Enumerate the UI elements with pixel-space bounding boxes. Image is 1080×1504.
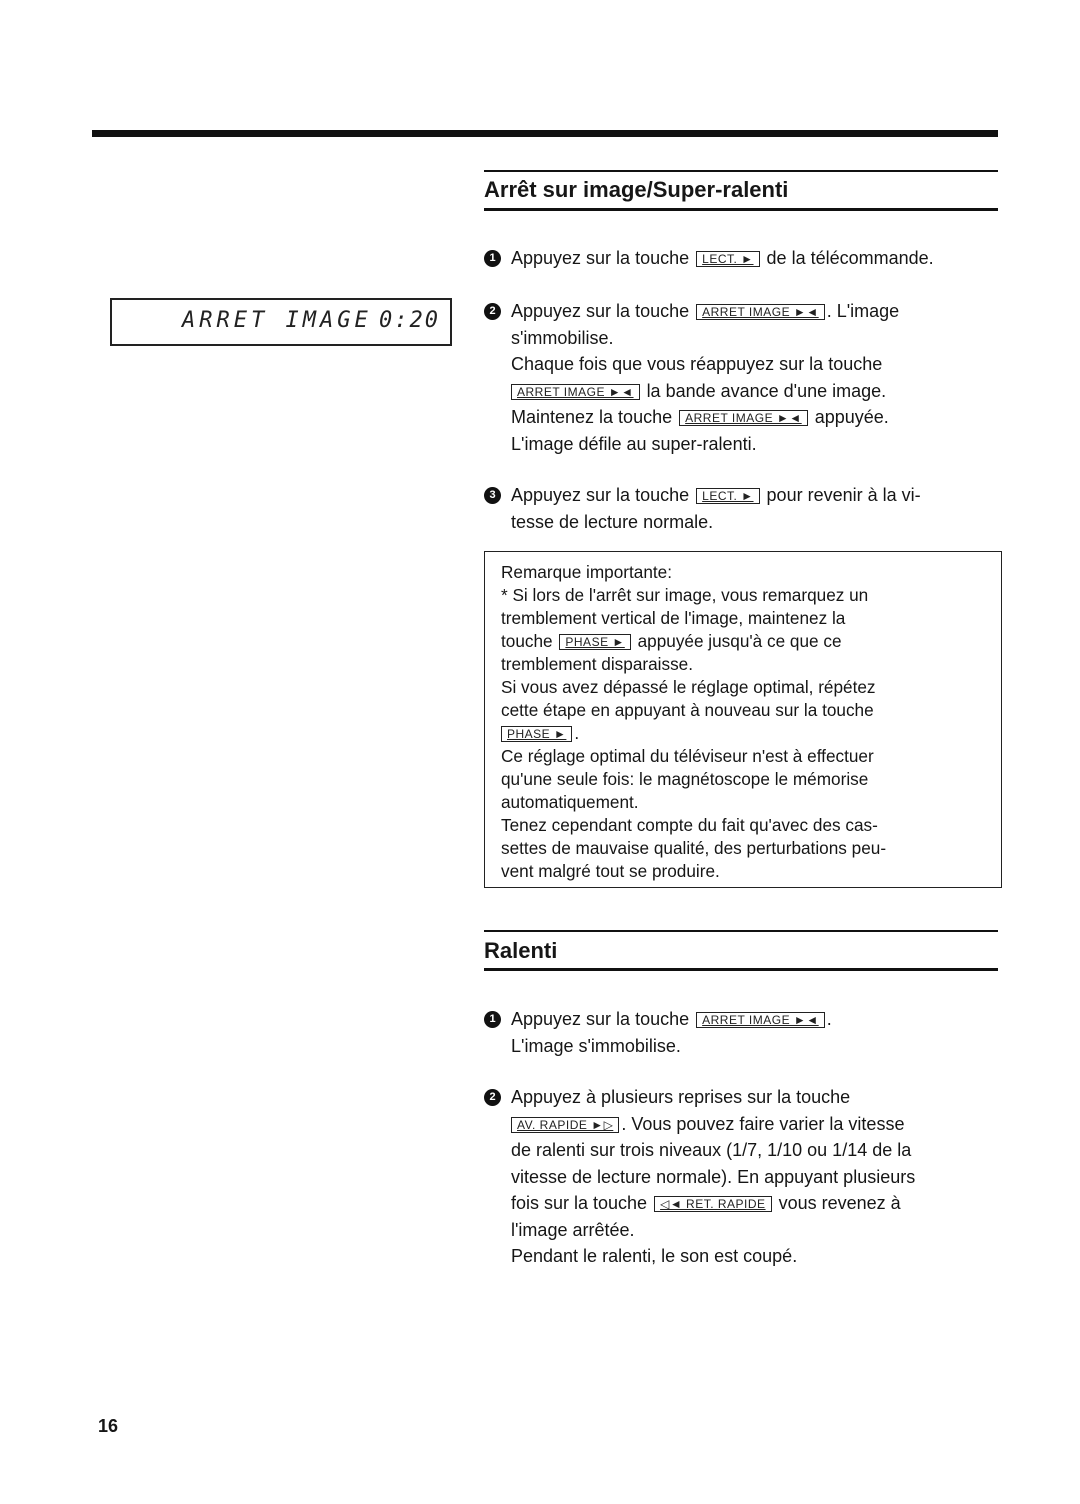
phase-button[interactable]: PHASE ► [559, 634, 630, 650]
heading-rule-top [484, 170, 998, 172]
note-text: appuyée jusqu'à ce que ce [637, 631, 842, 651]
step-number-icon: 2 [484, 1089, 501, 1106]
step-text: la bande avance d'une image. [646, 380, 887, 401]
step-text: pour revenir à la vi- [766, 485, 921, 505]
step-text: de ralenti sur trois niveaux (1/7, 1/10 ou 1/14 de la [511, 1140, 912, 1160]
step-2-freeze [484, 298, 998, 457]
note-text: . [574, 723, 580, 743]
note-text: tremblement disparaisse. [501, 654, 694, 674]
step-text: Appuyez sur la touche [511, 485, 690, 505]
heading-rule-top [484, 930, 998, 932]
step-text: L'image défile au super-ralenti. [511, 433, 757, 454]
step-text: s'immobilise. [511, 327, 614, 348]
note-text: tremblement vertical de l'image, maintenez la [501, 608, 846, 628]
step-1-play [484, 245, 998, 272]
step-text: . L'image [826, 301, 900, 321]
note-text: Si vous avez dépassé le réglage optimal, répétez [501, 677, 876, 697]
note-text: qu'une seule fois: le magnétoscope le mémorise [501, 769, 869, 789]
top-rule [92, 130, 998, 137]
still-image-button[interactable]: ARRET IMAGE ►◄ [679, 410, 808, 426]
step-2-slow-speed [484, 1084, 998, 1270]
step-text: Appuyez à plusieurs reprises sur la touche [511, 1087, 851, 1107]
step-number-icon: 1 [484, 250, 501, 267]
step-text: l'image arrêtée. [511, 1219, 635, 1240]
step-number-icon: 1 [484, 1011, 501, 1028]
note-text: touche [501, 631, 553, 651]
step-3-resume [484, 482, 998, 535]
step-text: . Vous pouvez faire varier la vitesse [621, 1113, 905, 1134]
still-image-button[interactable]: ARRET IMAGE ►◄ [511, 384, 640, 400]
note-text: automatiquement. [501, 792, 639, 812]
section-heading-freeze-frame: Arrêt sur image/Super-ralenti [484, 177, 789, 202]
step-text: appuyée. [814, 407, 889, 427]
step-text: Pendant le ralenti, le son est coupé. [511, 1246, 798, 1266]
note-text: * Si lors de l'arrêt sur image, vous remarquez un [501, 585, 869, 605]
step-text: Maintenez la touche [511, 407, 673, 427]
note-text: cette étape en appuyant à nouveau sur la touche [501, 700, 874, 720]
step-text: de la télécommande. [766, 248, 934, 268]
note-text: settes de mauvaise qualité, des perturbations peu- [501, 838, 887, 858]
step-text: vitesse de lecture normale). En appuyant plusieurs [511, 1166, 916, 1187]
note-title: Remarque importante: [501, 562, 673, 582]
step-1-freeze [484, 1006, 998, 1059]
step-number-icon: 3 [484, 487, 501, 504]
step-text: vous revenez à [778, 1193, 901, 1213]
step-text: . [826, 1009, 832, 1029]
note-text: Ce réglage optimal du téléviseur n'est à effectuer [501, 746, 874, 766]
step-text: fois sur la touche [511, 1193, 648, 1213]
rewind-button[interactable]: ◁◄ RET. RAPIDE [654, 1196, 771, 1212]
note-text: Tenez cependant compte du fait qu'avec des cas- [501, 815, 878, 835]
note-text: vent malgré tout se produire. [501, 861, 720, 881]
step-text: Appuyez sur la touche [511, 301, 690, 321]
section-heading-slow-motion: Ralenti [484, 938, 558, 963]
page-number: 16 [98, 1416, 119, 1436]
vcr-display-panel [110, 298, 452, 346]
step-text: Appuyez sur la touche [511, 1009, 690, 1029]
still-image-button[interactable]: ARRET IMAGE ►◄ [696, 1012, 825, 1028]
phase-button[interactable]: PHASE ► [501, 726, 572, 742]
heading-rule-bottom [484, 208, 998, 211]
step-text: tesse de lecture normale. [511, 511, 714, 532]
still-image-button[interactable]: ARRET IMAGE ►◄ [696, 304, 825, 320]
step-text: Chaque fois que vous réappuyez sur la touche [511, 354, 883, 374]
fast-forward-button[interactable]: AV. RAPIDE ►▷ [511, 1117, 619, 1133]
play-button[interactable]: LECT. ► [696, 251, 759, 267]
display-counter: 0:20 [379, 308, 440, 333]
play-button[interactable]: LECT. ► [696, 488, 759, 504]
heading-rule-bottom [484, 968, 998, 971]
step-text: Appuyez sur la touche [511, 248, 690, 268]
important-note-box [484, 551, 1002, 888]
step-number-icon: 2 [484, 303, 501, 320]
display-text: ARRET IMAGE [182, 308, 372, 333]
step-text: L'image s'immobilise. [511, 1035, 681, 1056]
